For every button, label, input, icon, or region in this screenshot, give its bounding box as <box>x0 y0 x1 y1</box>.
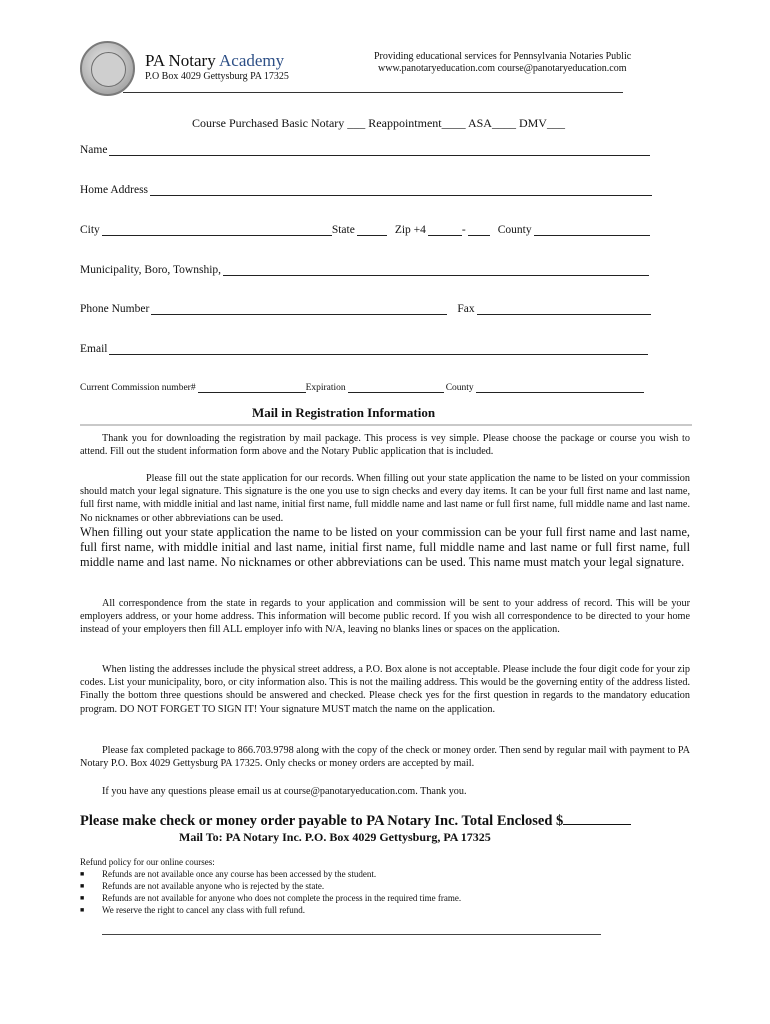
email-row <box>80 339 648 355</box>
name-label: Name <box>80 144 108 156</box>
course-purchased-line: Course Purchased Basic Notary ___ Reappointment____ ASA____ DMV___ <box>192 116 565 130</box>
zip4-field[interactable] <box>468 223 490 236</box>
commission-number-field[interactable] <box>198 380 306 393</box>
questions-paragraph: If you have any questions please email us at course@panotaryeducation.com. Thank you. <box>102 786 467 797</box>
refund-policy-list <box>80 868 461 916</box>
name-row <box>80 140 650 156</box>
commission-county-field[interactable] <box>476 380 644 393</box>
bottom-divider <box>102 934 601 935</box>
square-bullet-icon: ■ <box>80 882 85 890</box>
home-address-field[interactable] <box>150 183 652 196</box>
phone-label: Phone Number <box>80 303 150 315</box>
header-tagline: Providing educational services for Pennsylvania Notaries Public <box>374 51 632 62</box>
email-label: Email <box>80 343 108 355</box>
zip-field[interactable] <box>428 223 462 236</box>
home-address-row <box>80 180 652 196</box>
section-title: Mail in Registration Information <box>252 405 436 420</box>
commission-row <box>80 377 644 393</box>
city-row <box>80 220 650 236</box>
payable-text: Please make check or money order payable to PA Notary Inc. Total Enclosed $ <box>80 813 564 829</box>
state-field[interactable] <box>357 223 387 236</box>
refund-item: ■ Refunds are not available anyone who is rejected by the state. <box>80 881 325 891</box>
header-address: P.O Box 4029 Gettysburg PA 17325 <box>145 71 289 82</box>
square-bullet-icon: ■ <box>80 894 85 902</box>
square-bullet-icon: ■ <box>80 906 85 914</box>
total-enclosed-field[interactable] <box>563 814 631 825</box>
municipality-field[interactable] <box>223 263 649 276</box>
fax-field[interactable] <box>477 302 651 315</box>
state-application-paragraph: Please fill out the state application for our records. When filling out your state application the name to be listed on your commission should match your legal signature. This signature is the one you use to sign checks and every day items. It can be your full first name and last name, full first name, with middle initial and last name, initial first name, full middle name and last name or full first name, full middle name and last name. No nicknames or other abbreviations can be used. <box>80 473 690 524</box>
email-field[interactable] <box>109 342 648 355</box>
refund-item: ■ We reserve the right to cancel any class with full refund. <box>80 905 305 915</box>
brand-name: PA Notary Academy <box>145 51 285 70</box>
payable-line <box>80 813 631 830</box>
phone-fax-row <box>80 299 651 315</box>
home-address-label: Home Address <box>80 184 149 196</box>
refund-item: ■ Refunds are not available for anyone who does not complete the process in the required time frame. <box>80 893 462 903</box>
city-field[interactable] <box>102 223 332 236</box>
name-field[interactable] <box>109 143 650 156</box>
fax-label: Fax <box>457 303 475 315</box>
refund-item: ■ Refunds are not available once any course has been accessed by the student. <box>80 869 377 879</box>
commission-label: Current Commission number# <box>80 383 196 393</box>
expiration-field[interactable] <box>348 380 444 393</box>
zip-label: Zip +4 <box>394 224 426 236</box>
state-label: State <box>331 224 355 236</box>
correspondence-paragraph: All correspondence from the state in regards to your application and commission will be sent to your address of record. This will be your employers address, or your home address. This information will become public record. If you wish all correspondence to be directed to your home instead of your employers then fill ALL employer info with N/A, leaving no blanks lines or spaces on the application. <box>80 598 690 636</box>
fax-instructions-paragraph: Please fax completed package to 866.703.9798 along with the copy of the check or money order. Then send by regular mail with payment to PA Notary P.O. Box 4029 Gettysburg PA 17325. Only checks or money orders are accepted by mail. <box>80 745 690 770</box>
zip-separator: - <box>461 224 466 236</box>
municipality-row <box>80 260 649 276</box>
city-label: City <box>80 224 100 236</box>
county-label: County <box>497 224 532 236</box>
addresses-paragraph: When listing the addresses include the physical street address, a P.O. Box alone is not acceptable. Please include the four digit code for your zip codes. List your municipality, boro, or city information also. This is not the mailing address. This would be the governing entity of the address listed. Finally the bottom three questions should be answered and checked. Please check yes for the first question in regards to the mandatory education program. DO NOT FORGET TO SIGN IT! Your signature MUST match the name on the application. <box>80 664 690 715</box>
intro-paragraph: Thank you for downloading the registration by mail package. This process is vey simple. Please choose the package or course you wish to attend. Fill out the student information form above and the Notary Public application that is included. <box>80 433 690 458</box>
county-field[interactable] <box>534 223 650 236</box>
legal-signature-paragraph: When filling out your state application the name to be listed on your commission can be your full first name and last name, full first name, with middle initial and last name, initial first name, full middle name and last name or full first name, full middle name and last name. No nicknames or other abbreviations can be used. This name must match your legal signature. <box>80 525 690 569</box>
commission-county-label: County <box>445 383 474 393</box>
square-bullet-icon: ■ <box>80 870 85 878</box>
expiration-label: Expiration <box>305 383 346 393</box>
header-contact: www.panotaryeducation.com course@panotaryeducation.com <box>378 63 627 74</box>
header-divider <box>123 92 623 93</box>
section-divider <box>80 424 692 426</box>
municipality-label: Municipality, Boro, Township, <box>80 264 222 276</box>
refund-policy-title: Refund policy for our online courses: <box>80 857 215 867</box>
mail-to-line: Mail To: PA Notary Inc. P.O. Box 4029 Gettysburg, PA 17325 <box>179 830 491 844</box>
phone-field[interactable] <box>151 302 447 315</box>
academy-seal-logo <box>80 41 135 96</box>
